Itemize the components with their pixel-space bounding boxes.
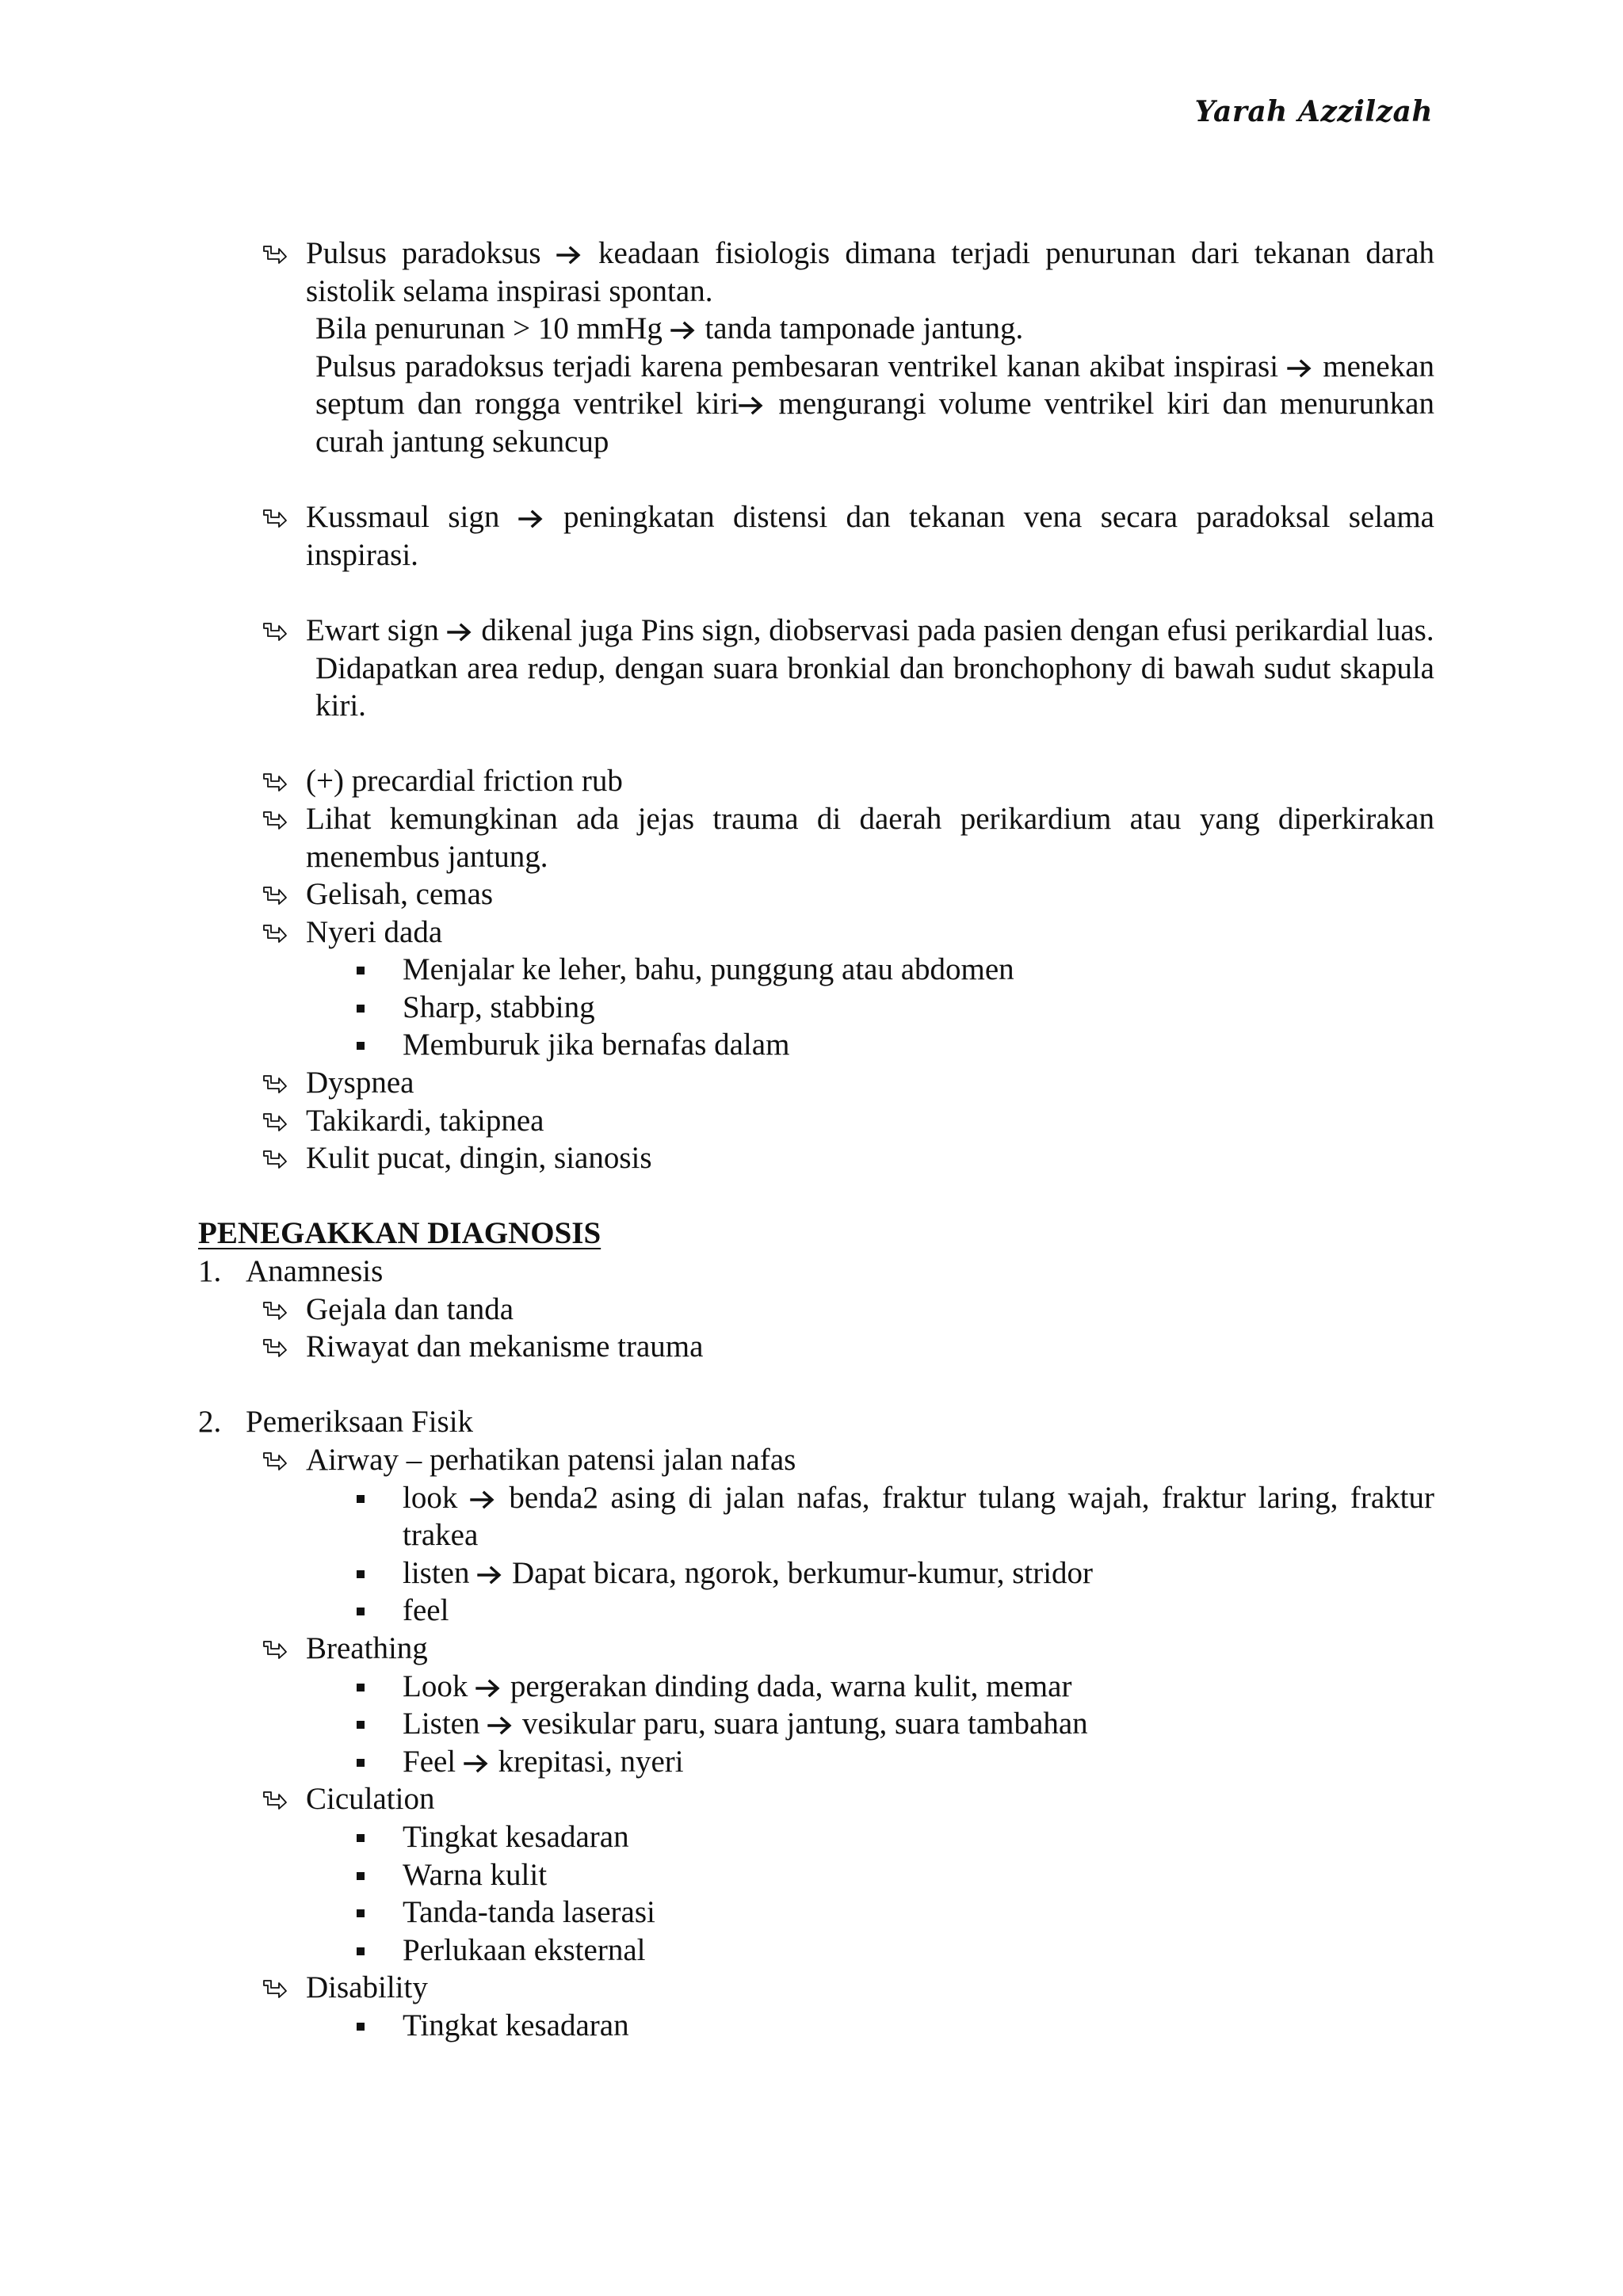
- square-bullet-icon: [357, 1684, 365, 1691]
- list-item-text: Gejala dan tanda: [306, 1291, 514, 1326]
- right-arrow-icon: [477, 1557, 504, 1577]
- sub-list-item: [198, 1894, 1434, 1932]
- square-bullet-icon: [357, 1721, 365, 1729]
- arrow-bullet-icon: [258, 1441, 290, 1479]
- list-item: [198, 800, 1434, 875]
- arrow-bullet-icon: [258, 1064, 290, 1102]
- list-item-text: Nyeri dada: [306, 914, 443, 949]
- arrow-bullet-icon: [258, 875, 290, 913]
- list-item-text: Ewart sign dikenal juga Pins sign, diobservasi pada pasien dengan efusi perikardial luas.: [306, 612, 1434, 647]
- arrow-bullet-icon: [258, 1969, 290, 2007]
- square-bullet-icon: [357, 1005, 365, 1013]
- list-item-text: Riwayat dan mekanisme trauma: [306, 1329, 704, 1364]
- list-item-text: (+) precardial friction rub: [306, 764, 623, 799]
- list-item-text: Breathing: [306, 1630, 428, 1665]
- list-item: [198, 1291, 1434, 1329]
- sub-list-item-text: Sharp, stabbing: [403, 990, 595, 1024]
- sub-list-item: [198, 1479, 1434, 1554]
- sub-list-item: [198, 951, 1434, 989]
- list-item-text: Dyspnea: [306, 1066, 414, 1100]
- list-item: [198, 875, 1434, 913]
- square-bullet-icon: [357, 1834, 365, 1842]
- list-item-text: Kulit pucat, dingin, sianosis: [306, 1141, 652, 1176]
- spacer: [198, 574, 1434, 612]
- sub-list-item: [198, 1932, 1434, 1970]
- numbered-item: [198, 1403, 1434, 1441]
- arrow-bullet-icon: [258, 800, 290, 838]
- list-item: [198, 498, 1434, 574]
- square-bullet-icon: [357, 2023, 365, 2031]
- square-bullet-icon: [357, 1608, 365, 1615]
- arrow-bullet-icon: [258, 235, 290, 273]
- sub-list-item-text: Listen vesikular paru, suara jantung, suara tambahan: [403, 1707, 1088, 1741]
- arrow-bullet-icon: [258, 1630, 290, 1668]
- list-item: [198, 1441, 1434, 1479]
- numbered-item-text: Pemeriksaan Fisik: [246, 1405, 474, 1440]
- right-arrow-icon: [739, 387, 766, 408]
- list-item-text: Gelisah, cemas: [306, 877, 494, 912]
- list-item-text: Takikardi, takipnea: [306, 1103, 544, 1138]
- right-arrow-icon: [470, 1482, 497, 1502]
- right-arrow-icon: [670, 312, 697, 333]
- item-number: 2.: [198, 1405, 222, 1440]
- arrow-bullet-icon: [258, 1328, 290, 1366]
- right-arrow-icon: [447, 614, 474, 635]
- sub-list-item-text: Memburuk jika bernafas dalam: [403, 1028, 790, 1062]
- list-item: [198, 913, 1434, 952]
- arrow-bullet-icon: [258, 762, 290, 800]
- square-bullet-icon: [357, 1909, 365, 1917]
- list-item: [198, 1328, 1434, 1366]
- list-item-text: Ciculation: [306, 1782, 435, 1817]
- sub-list-item-text: Tanda-tanda laserasi: [403, 1895, 655, 1930]
- list-item: [198, 1780, 1434, 1818]
- sub-list-item: [198, 1856, 1434, 1894]
- sub-list-item: [198, 1026, 1434, 1064]
- list-item: [198, 1630, 1434, 1668]
- right-arrow-icon: [1287, 350, 1314, 371]
- arrow-bullet-icon: [258, 612, 290, 650]
- sub-list-item-text: Look pergerakan dinding dada, warna kulit, memar: [403, 1669, 1072, 1703]
- list-item-text: Lihat kemungkinan ada jejas trauma di daerah perikardium atau yang diperkirakan menembus jantung.: [306, 801, 1434, 874]
- arrow-bullet-icon: [258, 1291, 290, 1329]
- square-bullet-icon: [357, 1495, 365, 1503]
- spacer: [198, 461, 1434, 499]
- sub-list-item: [198, 1743, 1434, 1781]
- sub-list-item: [198, 1818, 1434, 1856]
- list-item-text: Pulsus paradoksus keadaan fisiologis dimana terjadi penurunan dari tekanan darah sistolik selama inspirasi spontan.: [306, 236, 1435, 308]
- sub-list-item: [198, 2007, 1434, 2045]
- sub-list-item: [198, 1705, 1434, 1743]
- numbered-item: [198, 1253, 1434, 1291]
- author-name: Yarah Azzilzah: [1194, 95, 1433, 128]
- spacer: [198, 725, 1434, 763]
- right-arrow-icon: [464, 1745, 491, 1766]
- arrow-bullet-icon: [258, 498, 290, 536]
- spacer: [198, 1366, 1434, 1404]
- list-item-text: Airway – perhatikan patensi jalan nafas: [306, 1443, 796, 1477]
- right-arrow-icon: [556, 237, 583, 257]
- arrow-bullet-icon: [258, 1139, 290, 1177]
- list-item: [198, 1139, 1434, 1177]
- list-item: [198, 1969, 1434, 2007]
- list-item: [198, 235, 1434, 310]
- sub-list-item-text: feel: [403, 1593, 449, 1628]
- square-bullet-icon: [357, 1570, 365, 1578]
- document-body: [198, 235, 1434, 2045]
- item-number: 1.: [198, 1254, 222, 1289]
- sub-list-item-text: Tingkat kesadaran: [403, 2008, 629, 2042]
- list-item: [198, 1102, 1434, 1140]
- list-item-text: Disability: [306, 1970, 428, 2005]
- sub-list-item: [198, 1668, 1434, 1706]
- continuation-text: Pulsus paradoksus terjadi karena pembesaran ventrikel kanan akibat inspirasi menekan septum dan rongga ventrikel kiri mengurangi volume ventrikel kiri dan menurunkan curah jantung sekuncup: [315, 349, 1434, 459]
- sub-list-item-text: Menjalar ke leher, bahu, punggung atau abdomen: [403, 952, 1014, 987]
- square-bullet-icon: [357, 1759, 365, 1767]
- sub-list-item: [198, 1592, 1434, 1630]
- list-item: [198, 762, 1434, 800]
- right-arrow-icon: [518, 501, 545, 521]
- sub-list-item-text: Tingkat kesadaran: [403, 1819, 629, 1854]
- square-bullet-icon: [357, 967, 365, 974]
- arrow-bullet-icon: [258, 913, 290, 952]
- square-bullet-icon: [357, 1042, 365, 1050]
- sub-list-item: [198, 1554, 1434, 1592]
- sub-list-item-text: look benda2 asing di jalan nafas, fraktur tulang wajah, fraktur laring, fraktur trakea: [403, 1480, 1434, 1553]
- list-item: [198, 612, 1434, 650]
- list-item-text: Kussmaul sign peningkatan distensi dan tekanan vena secara paradoksal selama inspirasi.: [306, 500, 1434, 572]
- sub-list-item-text: Warna kulit: [403, 1857, 548, 1892]
- right-arrow-icon: [475, 1670, 502, 1691]
- sub-list-item-text: listen Dapat bicara, ngorok, berkumur-kumur, stridor: [403, 1555, 1094, 1590]
- arrow-bullet-icon: [258, 1102, 290, 1140]
- sub-list-item-text: Feel krepitasi, nyeri: [403, 1744, 684, 1779]
- numbered-item-text: Anamnesis: [246, 1254, 384, 1289]
- square-bullet-icon: [357, 1947, 365, 1955]
- arrow-bullet-icon: [258, 1780, 290, 1818]
- continuation-text: Didapatkan area redup, dengan suara bronkial dan bronchophony di bawah sudut skapula kiri.: [315, 650, 1434, 723]
- sub-list-item-text: Perlukaan eksternal: [403, 1932, 646, 1967]
- square-bullet-icon: [357, 1872, 365, 1880]
- continuation-text: Bila penurunan > 10 mmHg tanda tamponade jantung.: [315, 311, 1024, 346]
- section-heading: PENEGAKKAN DIAGNOSIS: [198, 1216, 601, 1251]
- right-arrow-icon: [487, 1707, 514, 1728]
- list-item: [198, 1064, 1434, 1102]
- spacer: [198, 1177, 1434, 1215]
- sub-list-item: [198, 989, 1434, 1027]
